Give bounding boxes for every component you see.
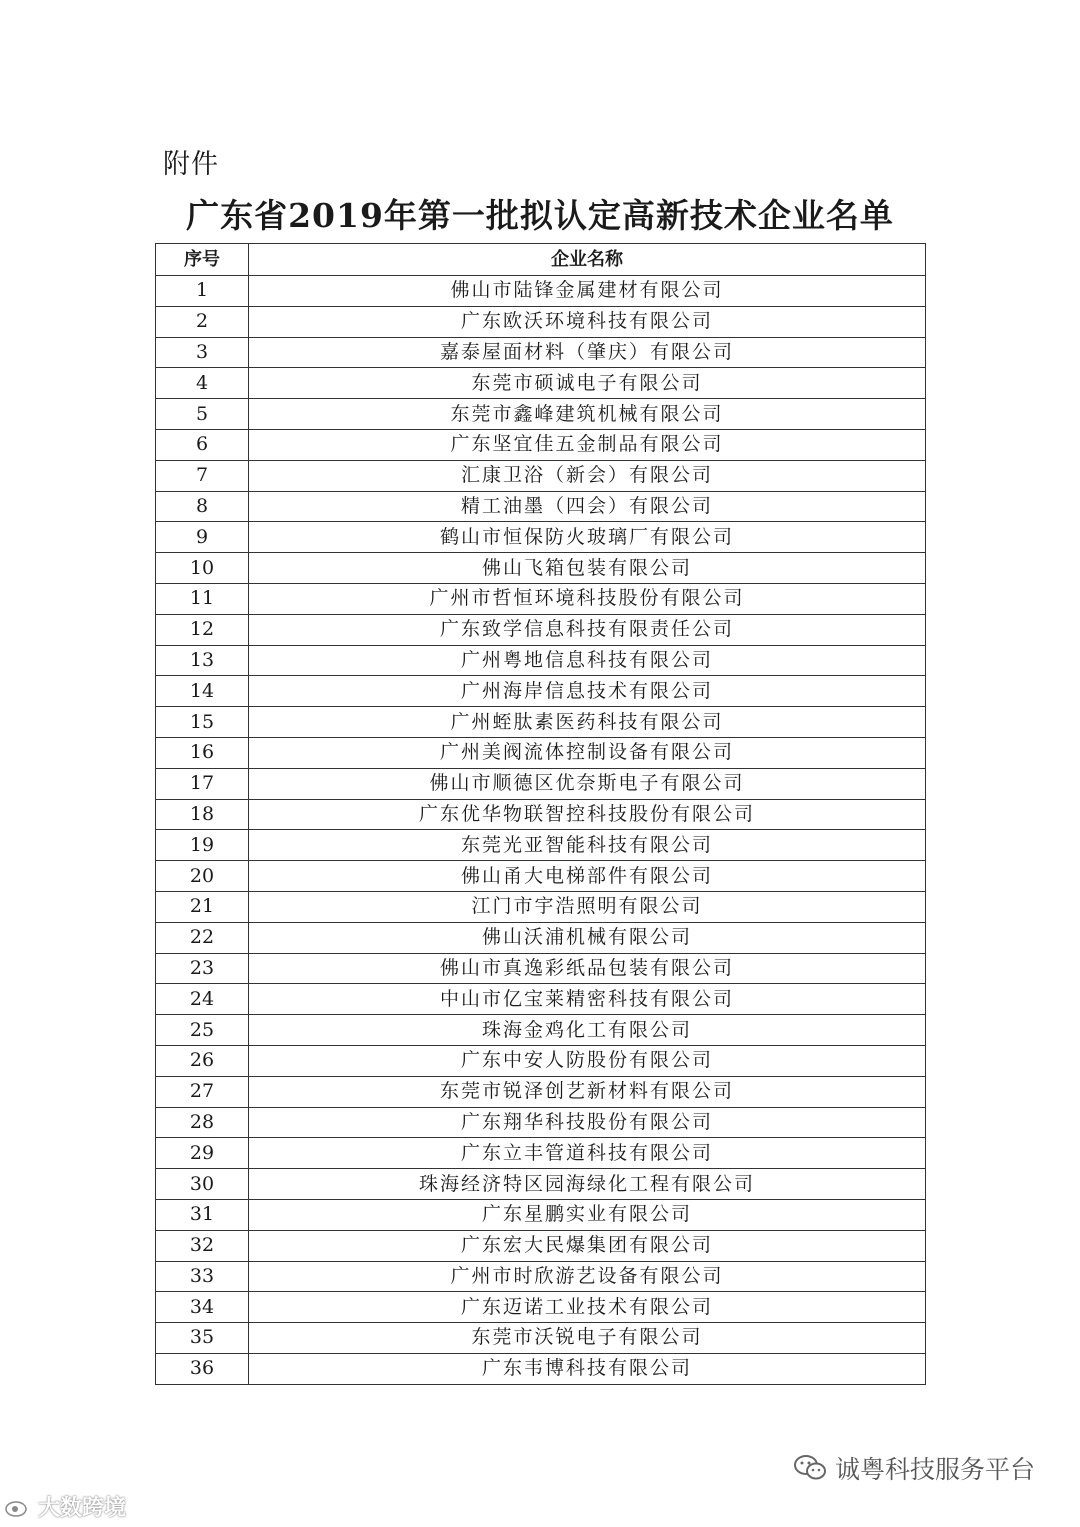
company-name-cell: 广东立丰管道科技有限公司 — [249, 1138, 926, 1169]
watermark-source — [4, 1491, 126, 1522]
table-row — [156, 645, 926, 676]
table-row — [156, 1261, 926, 1292]
company-name-cell: 广州粤地信息科技有限公司 — [249, 645, 926, 676]
company-name-cell: 江门市宇浩照明有限公司 — [249, 891, 926, 922]
company-name-cell: 佛山飞箱包装有限公司 — [249, 553, 926, 584]
table-row — [156, 830, 926, 861]
table-row — [156, 553, 926, 584]
table-row — [156, 1199, 926, 1230]
serial-number-cell: 5 — [156, 399, 249, 430]
serial-number-cell: 23 — [156, 953, 249, 984]
table-row — [156, 491, 926, 522]
table-row — [156, 337, 926, 368]
company-name-cell: 东莞市锐泽创艺新材料有限公司 — [249, 1076, 926, 1107]
company-name-cell: 佛山市陆锋金属建材有限公司 — [249, 276, 926, 307]
table-row — [156, 1169, 926, 1200]
document-title: 广东省2019年第一批拟认定高新技术企业名单 — [186, 196, 894, 235]
serial-number-cell: 17 — [156, 768, 249, 799]
serial-number-cell: 10 — [156, 553, 249, 584]
table-row — [156, 922, 926, 953]
company-name-cell: 广东翔华科技股份有限公司 — [249, 1107, 926, 1138]
table-row — [156, 984, 926, 1015]
company-list-table — [155, 243, 926, 1385]
company-name-cell: 东莞市沃锐电子有限公司 — [249, 1323, 926, 1354]
company-name-cell: 东莞光亚智能科技有限公司 — [249, 830, 926, 861]
company-name-cell: 广东中安人防股份有限公司 — [249, 1045, 926, 1076]
serial-number-cell: 9 — [156, 522, 249, 553]
serial-number-cell: 16 — [156, 737, 249, 768]
company-name-cell: 广州蛭肽素医药科技有限公司 — [249, 707, 926, 738]
table-row — [156, 799, 926, 830]
table-row — [156, 614, 926, 645]
company-name-cell: 广东韦博科技有限公司 — [249, 1353, 926, 1384]
serial-number-cell: 34 — [156, 1292, 249, 1323]
table-row — [156, 1353, 926, 1384]
company-name-cell: 广东迈诺工业技术有限公司 — [249, 1292, 926, 1323]
weibo-icon — [4, 1496, 34, 1518]
table-row — [156, 583, 926, 614]
company-name-cell: 广东致学信息科技有限责任公司 — [249, 614, 926, 645]
serial-number-cell: 22 — [156, 922, 249, 953]
table-row — [156, 768, 926, 799]
company-name-cell: 广州市时欣游艺设备有限公司 — [249, 1261, 926, 1292]
table-header-row — [156, 244, 926, 276]
serial-number-cell: 21 — [156, 891, 249, 922]
serial-number-cell: 32 — [156, 1230, 249, 1261]
watermark-source-text: 大数跨境 — [38, 1496, 127, 1521]
table-row — [156, 522, 926, 553]
serial-number-cell: 7 — [156, 460, 249, 491]
serial-number-cell: 1 — [156, 276, 249, 307]
table-row — [156, 1323, 926, 1354]
table-row — [156, 368, 926, 399]
table-row — [156, 1292, 926, 1323]
watermark-platform — [793, 1450, 1035, 1486]
serial-number-cell: 12 — [156, 614, 249, 645]
serial-number-cell: 20 — [156, 861, 249, 892]
company-name-cell: 珠海经济特区园海绿化工程有限公司 — [249, 1169, 926, 1200]
table-row — [156, 707, 926, 738]
serial-number-cell: 24 — [156, 984, 249, 1015]
serial-number-cell: 14 — [156, 676, 249, 707]
serial-number-cell: 13 — [156, 645, 249, 676]
serial-number-cell: 25 — [156, 1015, 249, 1046]
serial-number-cell: 4 — [156, 368, 249, 399]
table-row — [156, 306, 926, 337]
table-row — [156, 1045, 926, 1076]
table-body — [156, 276, 926, 1385]
serial-number-cell: 2 — [156, 306, 249, 337]
company-name-cell: 广东星鹏实业有限公司 — [249, 1199, 926, 1230]
table-row — [156, 399, 926, 430]
header-company-name: 企业名称 — [249, 244, 926, 276]
company-name-cell: 东莞市鑫峰建筑机械有限公司 — [249, 399, 926, 430]
company-name-cell: 佛山甬大电梯部件有限公司 — [249, 861, 926, 892]
serial-number-cell: 18 — [156, 799, 249, 830]
serial-number-cell: 19 — [156, 830, 249, 861]
company-name-cell: 嘉泰屋面材料（肇庆）有限公司 — [249, 337, 926, 368]
company-name-cell: 广州美阀流体控制设备有限公司 — [249, 737, 926, 768]
serial-number-cell: 35 — [156, 1323, 249, 1354]
table-row — [156, 1107, 926, 1138]
watermark-platform-text: 诚粤科技服务平台 — [835, 1455, 1036, 1484]
company-name-cell: 广州市哲恒环境科技股份有限公司 — [249, 583, 926, 614]
company-name-cell: 中山市亿宝莱精密科技有限公司 — [249, 984, 926, 1015]
company-name-cell: 东莞市硕诚电子有限公司 — [249, 368, 926, 399]
serial-number-cell: 26 — [156, 1045, 249, 1076]
company-name-cell: 鹤山市恒保防火玻璃厂有限公司 — [249, 522, 926, 553]
table-row — [156, 676, 926, 707]
serial-number-cell: 29 — [156, 1138, 249, 1169]
serial-number-cell: 31 — [156, 1199, 249, 1230]
header-serial-number: 序号 — [156, 244, 249, 276]
table-row — [156, 1138, 926, 1169]
serial-number-cell: 3 — [156, 337, 249, 368]
serial-number-cell: 8 — [156, 491, 249, 522]
attachment-label: 附件 — [163, 149, 219, 180]
serial-number-cell: 30 — [156, 1169, 249, 1200]
table-row — [156, 429, 926, 460]
table-row — [156, 891, 926, 922]
company-name-cell: 广东宏大民爆集团有限公司 — [249, 1230, 926, 1261]
table-row — [156, 737, 926, 768]
wechat-icon — [793, 1454, 827, 1482]
serial-number-cell: 6 — [156, 429, 249, 460]
company-name-cell: 佛山市顺德区优奈斯电子有限公司 — [249, 768, 926, 799]
table-row — [156, 1076, 926, 1107]
table-row — [156, 861, 926, 892]
company-name-cell: 汇康卫浴（新会）有限公司 — [249, 460, 926, 491]
table-row — [156, 276, 926, 307]
company-name-cell: 精工油墨（四会）有限公司 — [249, 491, 926, 522]
serial-number-cell: 15 — [156, 707, 249, 738]
serial-number-cell: 36 — [156, 1353, 249, 1384]
table-row — [156, 1015, 926, 1046]
serial-number-cell: 33 — [156, 1261, 249, 1292]
company-name-cell: 广东坚宜佳五金制品有限公司 — [249, 429, 926, 460]
serial-number-cell: 11 — [156, 583, 249, 614]
company-name-cell: 广东优华物联智控科技股份有限公司 — [249, 799, 926, 830]
serial-number-cell: 27 — [156, 1076, 249, 1107]
table-row — [156, 460, 926, 491]
company-name-cell: 佛山沃浦机械有限公司 — [249, 922, 926, 953]
company-name-cell: 广东欧沃环境科技有限公司 — [249, 306, 926, 337]
table-row — [156, 1230, 926, 1261]
company-name-cell: 珠海金鸡化工有限公司 — [249, 1015, 926, 1046]
serial-number-cell: 28 — [156, 1107, 249, 1138]
company-name-cell: 广州海岸信息技术有限公司 — [249, 676, 926, 707]
table-row — [156, 953, 926, 984]
company-name-cell: 佛山市真逸彩纸品包装有限公司 — [249, 953, 926, 984]
